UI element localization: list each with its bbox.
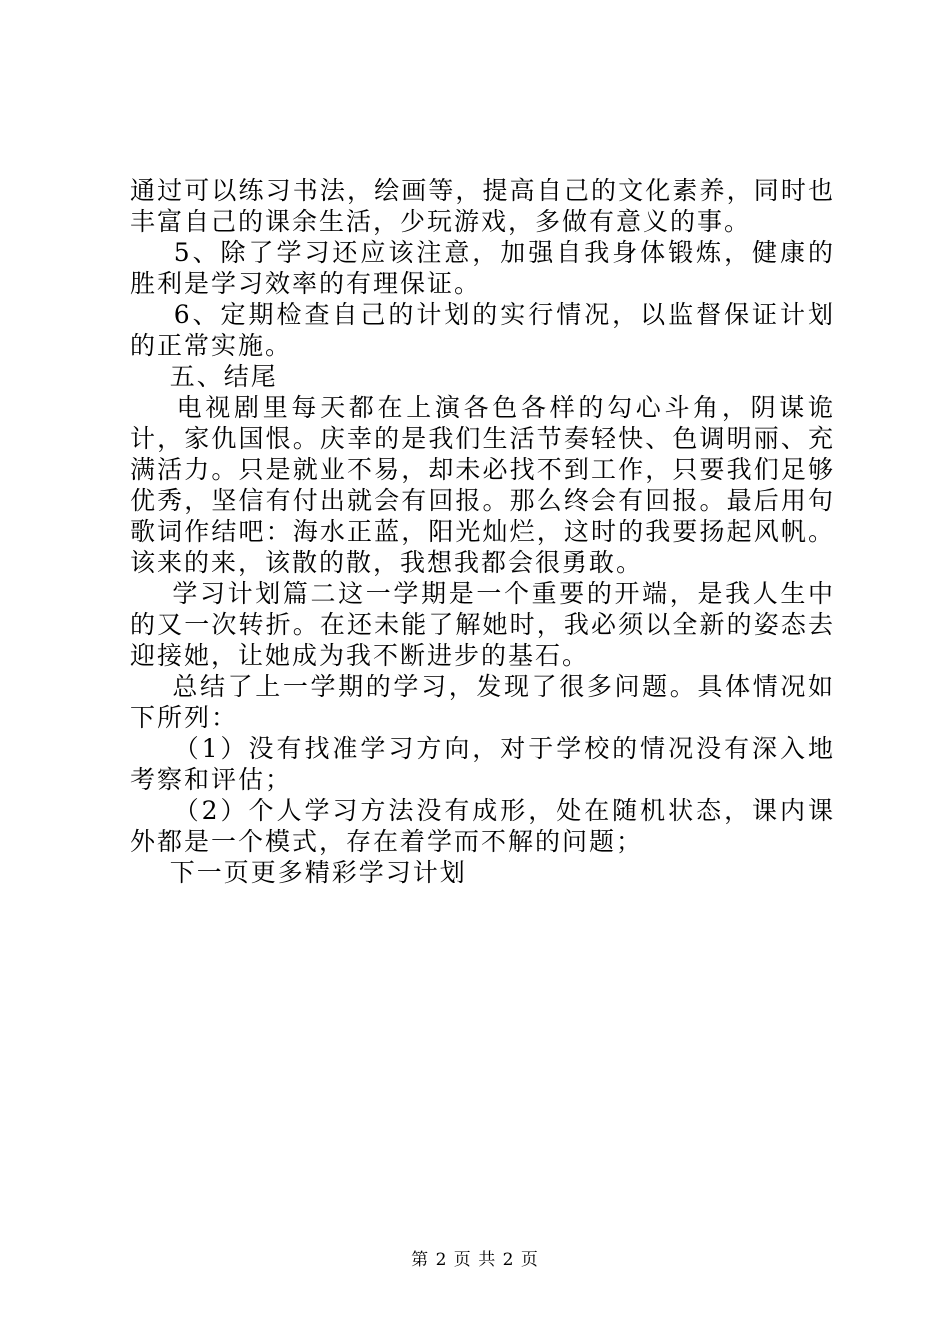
page-footer: 第 2 页 共 2 页 <box>411 1250 539 1270</box>
paragraph-problem-1: （1）没有找准学习方向，对于学校的情况没有深入地考察和评估； <box>130 734 835 794</box>
next-page-link-text: 下一页更多精彩学习计划 <box>130 858 467 887</box>
paragraph-summary: 总结了上一学期的学习，发现了很多问题。具体情况如下所列： <box>130 672 835 732</box>
paragraph-conclusion: 电视剧里每天都在上演各色各样的勾心斗角，阴谋诡计，家仇国恨。庆幸的是我们生活节奏轻快、色调明丽、充满活力。只是就业不易，却未必找不到工作，只要我们足够优秀，坚信有付出就会有回报。那么终会有回报。最后用句歌词作结吧：海水正蓝，阳光灿烂，这时的我要扬起风帆。该来的来，该散的散，我想我都会很勇敢。 <box>130 393 835 577</box>
document-body <box>130 175 835 888</box>
paragraph-plan-two-intro: 学习计划篇二这一学期是一个重要的开端，是我人生中的又一次转折。在还未能了解她时，我必须以全新的姿态去迎接她，让她成为我不断进步的基石。 <box>130 579 835 670</box>
section-heading-conclusion: 五、结尾 <box>130 362 278 391</box>
paragraph-item-6: 6、定期检查自己的计划的实行情况，以监督保证计划的正常实施。 <box>130 300 835 360</box>
paragraph-item-5: 5、除了学习还应该注意，加强自我身体锻炼，健康的胜利是学习效率的有理保证。 <box>130 238 835 298</box>
paragraph-problem-2: （2）个人学习方法没有成形，处在随机状态，课内课外都是一个模式，存在着学而不解的问题； <box>130 796 835 856</box>
paragraph-hobbies: 通过可以练习书法，绘画等，提高自己的文化素养，同时也丰富自己的课余生活，少玩游戏，多做有意义的事。 <box>130 176 835 236</box>
